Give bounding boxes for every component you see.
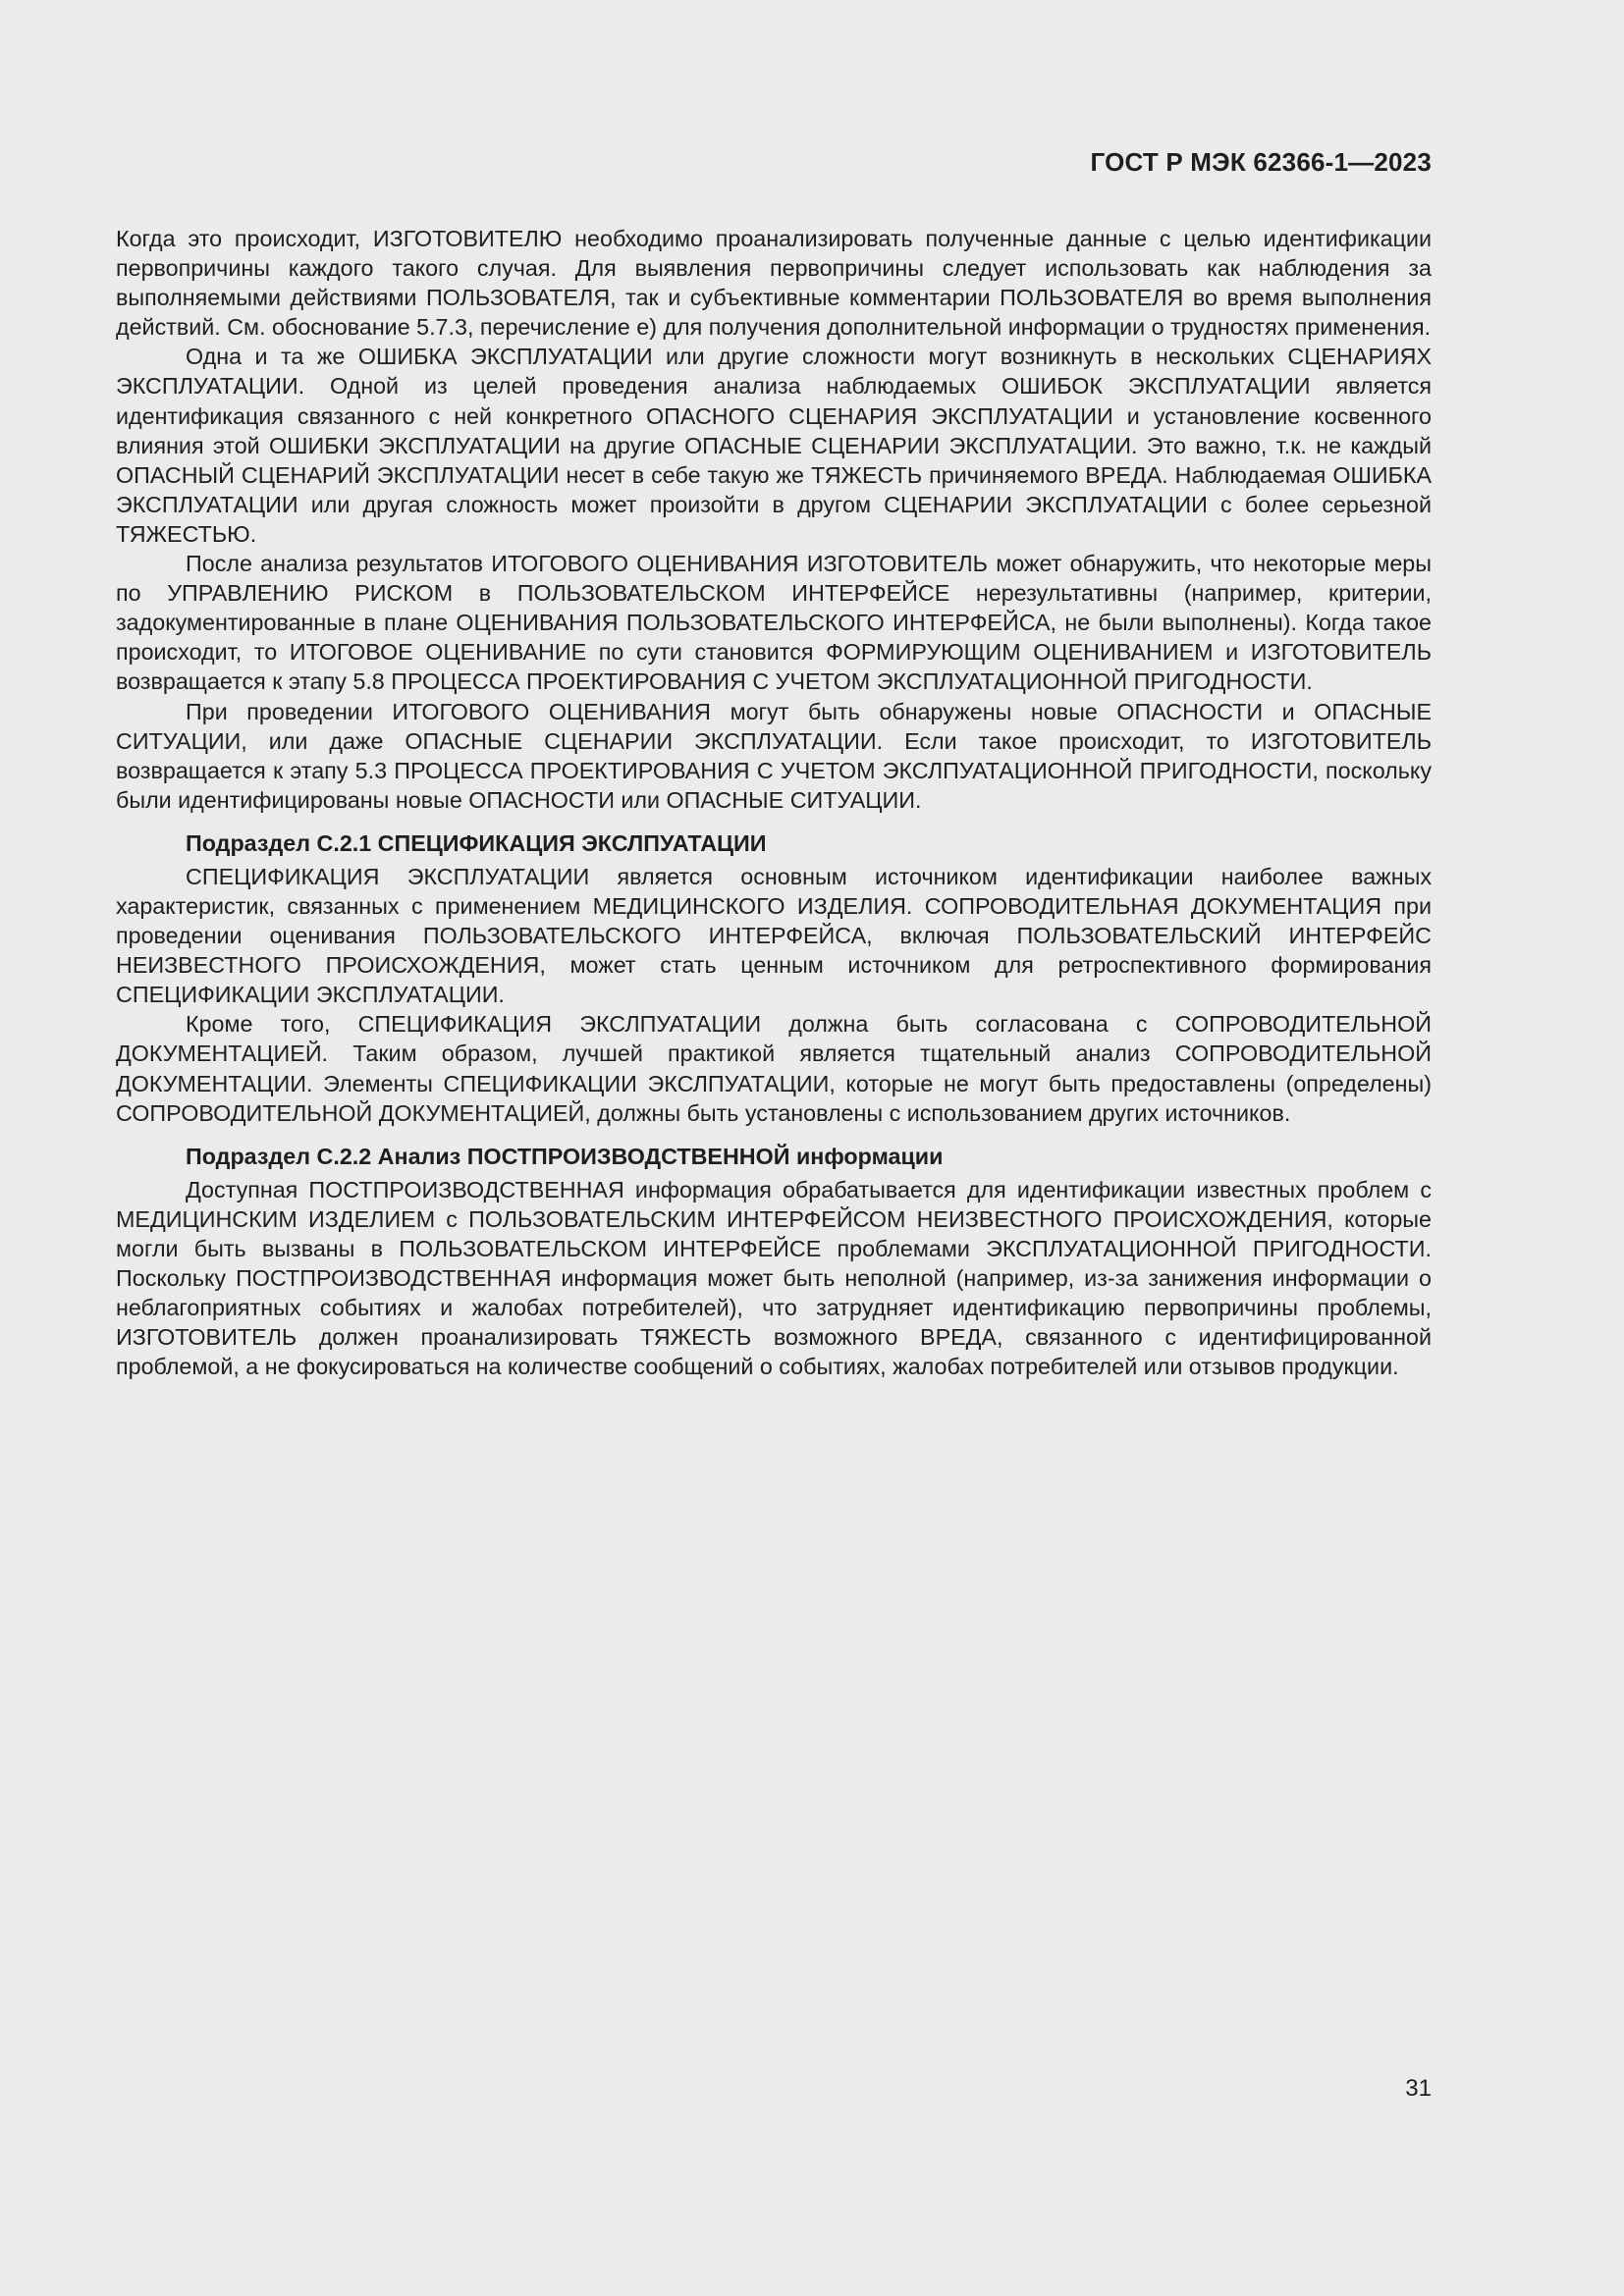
document-body (116, 224, 1432, 1381)
document-code-header: ГОСТ Р МЭК 62366-1—2023 (1090, 147, 1432, 177)
paragraph-c21-1: СПЕЦИФИКАЦИЯ ЭКСПЛУАТАЦИИ является основным источником идентификации наиболее важных характеристик, связанных с применением МЕДИЦИНСКОГО ИЗДЕЛИЯ. СОПРОВОДИТЕЛЬНАЯ ДОКУМЕНТАЦИЯ при проведении оценивания ПОЛЬЗОВАТЕЛЬСКОГО ИНТЕРФЕЙСА, включая ПОЛЬЗОВАТЕЛЬСКИЙ ИНТЕРФЕЙС НЕИЗВЕСТНОГО ПРОИСХОЖДЕНИЯ, может стать ценным источником для ретроспективного формирования СПЕЦИФИКАЦИИ ЭКСПЛУАТАЦИИ. (116, 863, 1432, 1008)
page-number: 31 (1405, 2075, 1432, 2102)
document-page (116, 0, 1432, 2296)
paragraph-c22-1: Доступная ПОСТПРОИЗВОДСТВЕННАЯ информация обрабатывается для идентификации известных проблем с МЕДИЦИНСКИМ ИЗДЕЛИЕМ с ПОЛЬЗОВАТЕЛЬСКИМ ИНТЕРФЕЙСОМ НЕИЗВЕСТНОГО ПРОИСХОЖДЕНИЯ, которые могли быть вызваны в ПОЛЬЗОВАТЕЛЬСКОМ ИНТЕРФЕЙСЕ проблемами ЭКСПЛУАТАЦИОННОЙ ПРИГОДНОСТИ. Поскольку ПОСТПРОИЗВОДСТВЕННАЯ информация может быть неполной (например, из-за занижения информации о неблагоприятных событиях и жалобах потребителей), что затрудняет идентификацию первопричины проблемы, ИЗГОТОВИТЕЛЬ должен проанализировать ТЯЖЕСТЬ возможного ВРЕДА, связанного с идентифицированной проблемой, а не фокусироваться на количестве сообщений о событиях, жалобах потребителей или отзывов продукции. (116, 1176, 1432, 1380)
section-heading-c21: Подраздел С.2.1 СПЕЦИФИКАЦИЯ ЭКСЛПУАТАЦИИ (186, 829, 767, 856)
paragraph-intro-2: Одна и та же ОШИБКА ЭКСПЛУАТАЦИИ или другие сложности могут возникнуть в нескольких СЦЕНАРИЯХ ЭКСПЛУАТАЦИИ. Одной из целей проведения анализа наблюдаемых ОШИБОК ЭКСПЛУАТАЦИИ является идентификация связанного с ней конкретного ОПАСНОГО СЦЕНАРИЯ ЭКСПЛУАТАЦИИ и установление косвенного влияния этой ОШИБКИ ЭКСПЛУАТАЦИИ на другие ОПАСНЫЕ СЦЕНАРИИ ЭКСПЛУАТАЦИИ. Это важно, т.к. не каждый ОПАСНЫЙ СЦЕНАРИЙ ЭКСПЛУАТАЦИИ несет в себе такую же ТЯЖЕСТЬ причиняемого ВРЕДА. Наблюдаемая ОШИБКА ЭКСПЛУАТАЦИИ или другая сложность может произойти в другом СЦЕНАРИИ ЭКСПЛУАТАЦИИ с более серьезной ТЯЖЕСТЬЮ. (116, 344, 1432, 547)
section-heading-c22: Подраздел С.2.2 Анализ ПОСТПРОИЗВОДСТВЕННОЙ информации (186, 1143, 944, 1169)
paragraph-intro-4: При проведении ИТОГОВОГО ОЦЕНИВАНИЯ могут быть обнаружены новые ОПАСНОСТИ и ОПАСНЫЕ СИТУАЦИИ, или даже ОПАСНЫЕ СЦЕНАРИИ ЭКСПЛУАТАЦИИ. Если такое происходит, то ИЗГОТОВИТЕЛЬ возвращается к этапу 5.3 ПРОЦЕССА ПРОЕКТИРОВАНИЯ С УЧЕТОМ ЭКСЛПУАТАЦИОННОЙ ПРИГОДНОСТИ, поскольку были идентифицированы новые ОПАСНОСТИ или ОПАСНЫЕ СИТУАЦИИ. (116, 698, 1432, 813)
paragraph-intro-1: Когда это происходит, ИЗГОТОВИТЕЛЮ необходимо проанализировать полученные данные с целью идентификации первопричины каждого такого случая. Для выявления первопричины следует использовать как наблюдения за выполняемыми действиями ПОЛЬЗОВАТЕЛЯ, так и субъективные комментарии ПОЛЬЗОВАТЕЛЯ во время выполнения действий. См. обоснование 5.7.3, перечисление е) для получения дополнительной информации о трудностях применения. (116, 226, 1432, 341)
paragraph-intro-3: После анализа результатов ИТОГОВОГО ОЦЕНИВАНИЯ ИЗГОТОВИТЕЛЬ может обнаружить, что некоторые меры по УПРАВЛЕНИЮ РИСКОМ в ПОЛЬЗОВАТЕЛЬСКОМ ИНТЕРФЕЙСЕ нерезультативны (например, критерии, задокументированные в плане ОЦЕНИВАНИЯ ПОЛЬЗОВАТЕЛЬСКОГО ИНТЕРФЕЙСА, не были выполнены). Когда такое происходит, то ИТОГОВОЕ ОЦЕНИВАНИЕ по сути становится ФОРМИРУЮЩИМ ОЦЕНИВАНИЕМ и ИЗГОТОВИТЕЛЬ возвращается к этапу 5.8 ПРОЦЕССА ПРОЕКТИРОВАНИЯ С УЧЕТОМ ЭКСПЛУАТАЦИОННОЙ ПРИГОДНОСТИ. (116, 551, 1432, 695)
paragraph-c21-2: Кроме того, СПЕЦИФИКАЦИЯ ЭКСЛПУАТАЦИИ должна быть согласована с СОПРОВОДИТЕЛЬНОЙ ДОКУМЕНТАЦИЕЙ. Таким образом, лучшей практикой является тщательный анализ СОПРОВОДИТЕЛЬНОЙ ДОКУМЕНТАЦИИ. Элементы СПЕЦИФИКАЦИИ ЭКСЛПУАТАЦИИ, которые не могут быть предоставлены (определены) СОПРОВОДИТЕЛЬНОЙ ДОКУМЕНТАЦИЕЙ, должны быть установлены с использованием других источников. (116, 1011, 1432, 1126)
